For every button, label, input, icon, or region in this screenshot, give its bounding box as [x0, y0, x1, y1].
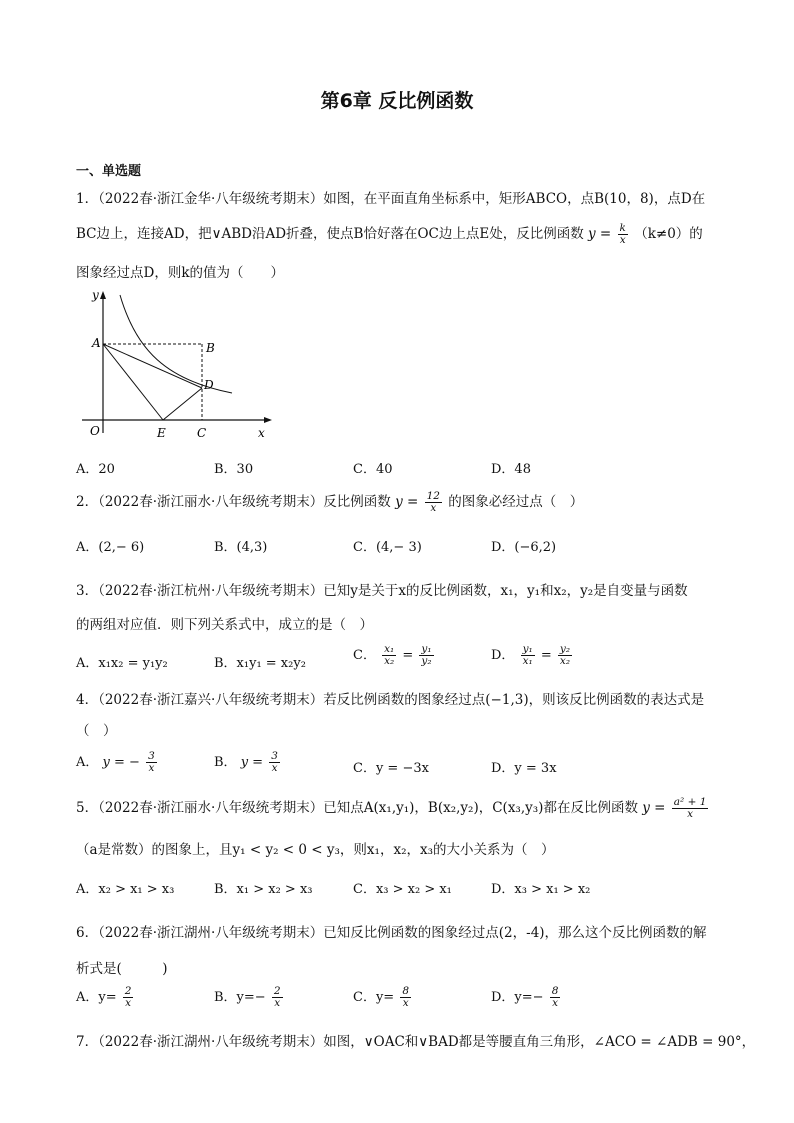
- q3-option-c-label: C．: [353, 648, 376, 664]
- q3-c-frac2: [419, 644, 433, 667]
- segment-ae: [103, 344, 163, 420]
- q5-line1-text: 5．（2022春·浙江丽水·八年级统考期末）已知点A(x₁,y₁)，B(x₂,y₂)，C(x₃,y₃)都在反比例函数: [76, 800, 638, 816]
- q5-line2: （a是常数）的图象上，且y₁ < y₂ < 0 < y₃，则x₁，x₂，x₃的大小关系为（ ）: [76, 842, 555, 858]
- label-e: E: [157, 426, 166, 440]
- q4-b-den: x: [271, 762, 278, 775]
- q3-line2: 的两组对应值．则下列关系式中，成立的是（ ）: [76, 617, 373, 633]
- q5-line1: [76, 796, 710, 820]
- q3-d-frac2: [558, 644, 572, 667]
- q7-line1: 7．（2022春·浙江湖州·八年级统考期末）如图，∨OAC和∨BAD都是等腰直角三角形，∠ACO = ∠ADB = 90°，: [76, 1034, 756, 1050]
- q2-stem: [76, 490, 583, 514]
- q5-option-c[interactable]: C．x₃ > x₂ > x₁: [353, 882, 452, 897]
- q4-option-a[interactable]: [76, 751, 159, 774]
- q6-c-den: x: [402, 997, 409, 1010]
- q3-d-n1: y₁: [522, 643, 533, 655]
- q3-c-eq: =: [402, 648, 414, 664]
- q6-d-frac: [550, 986, 561, 1009]
- q6-option-a-label: A．y=: [76, 990, 117, 1006]
- q3-option-b[interactable]: B．x₁y₁ = x₂y₂: [214, 656, 306, 671]
- q4-a-den: x: [148, 762, 155, 775]
- q3-d-n2: y₂: [559, 643, 571, 655]
- q4-b-frac: [269, 751, 280, 774]
- q1-option-d[interactable]: D．48: [491, 462, 531, 477]
- q3-line1: 3．（2022春·浙江杭州·八年级统考期末）已知y是关于x的反比例函数，x₁，y₁和x₂，y₂是自变量与函数: [76, 583, 688, 599]
- q1-fraction-den: x: [619, 234, 626, 246]
- q2-text-a: 2．（2022春·浙江丽水·八年级统考期末）反比例函数: [76, 494, 391, 510]
- q5-fraction: [672, 797, 709, 820]
- q1-line2-text-b: （k≠0）的: [634, 226, 703, 242]
- q4-line1: 4．（2022春·浙江嘉兴·八年级统考期末）若反比例函数的图象经过点(−1,3)，则该反比例函数的表达式是: [76, 692, 705, 708]
- q4-option-b[interactable]: [214, 751, 282, 774]
- q6-c-frac: [400, 986, 411, 1009]
- q2-option-b[interactable]: B．(4,3): [214, 540, 268, 555]
- q6-option-b[interactable]: [214, 986, 285, 1009]
- q3-option-a[interactable]: A．x₁x₂ = y₁y₂: [76, 656, 168, 671]
- label-o: O: [90, 424, 100, 438]
- q1-line3: 图象经过点D，则k的值为（ ）: [76, 265, 285, 281]
- q3-d-frac1: [521, 644, 535, 667]
- q2-fraction-den: x: [430, 502, 437, 514]
- label-x: x: [258, 426, 265, 440]
- x-axis-arrow: [264, 417, 272, 423]
- q4-option-b-label: B．: [214, 755, 237, 771]
- q1-function-y: y =: [588, 226, 612, 242]
- q5-option-d[interactable]: D．x₃ > x₁ > x₂: [491, 882, 591, 897]
- q6-d-den: x: [552, 997, 558, 1010]
- q3-c-frac1: [382, 644, 396, 667]
- q5-function-y: y =: [642, 800, 666, 816]
- y-axis-arrow: [100, 291, 106, 299]
- segment-ad: [103, 344, 202, 388]
- q4-option-d[interactable]: D．y = 3x: [491, 761, 557, 776]
- label-d: D: [204, 378, 214, 392]
- q3-c-d1: x₂: [384, 655, 395, 668]
- q5-option-b[interactable]: B．x₁ > x₂ > x₃: [214, 882, 313, 897]
- section-heading: 一、单选题: [76, 164, 142, 179]
- q3-option-d-label: D．: [491, 648, 515, 664]
- q6-option-a[interactable]: [76, 986, 135, 1009]
- page-title: 第6章 反比例函数: [320, 90, 474, 112]
- q1-line1: 1．（2022春·浙江金华·八年级统考期末）如图，在平面直角坐标系中，矩形ABCO，点B(10，8)，点D在: [76, 191, 706, 207]
- q3-c-d2: y₂: [421, 655, 432, 668]
- q6-a-num: 2: [124, 985, 132, 997]
- q6-b-frac: [272, 986, 283, 1009]
- q5-fraction-num: a² + 1: [673, 795, 707, 808]
- q1-line2-text-a: BC边上，连接AD，把∨ABD沿AD折叠，使点B恰好落在OC边上点E处，反比例函数: [76, 226, 584, 242]
- q2-function-y: y =: [395, 494, 419, 510]
- q2-fraction: [425, 491, 442, 514]
- q3-c-n1: x₁: [384, 643, 395, 655]
- q1-fraction-num: k: [619, 221, 626, 234]
- q1-fraction: [618, 223, 628, 246]
- q1-figure: [76, 285, 276, 445]
- q2-fraction-num: 12: [426, 489, 440, 502]
- q6-b-den: x: [274, 997, 281, 1010]
- q1-line2: [76, 222, 703, 246]
- q5-fraction-den: x: [687, 808, 694, 820]
- q2-option-c[interactable]: C．(4,− 3): [353, 540, 422, 555]
- q3-d-d1: x₁: [522, 655, 533, 668]
- q4-option-a-label: A．: [76, 755, 99, 771]
- q3-option-c[interactable]: [353, 644, 436, 667]
- q6-option-d[interactable]: [491, 986, 562, 1009]
- q5-option-a[interactable]: A．x₂ > x₁ > x₃: [76, 882, 175, 897]
- q3-d-eq: =: [540, 648, 552, 664]
- q6-line1: 6．（2022春·浙江湖州·八年级统考期末）已知反比例函数的图象经过点(2，-4)，那么这个反比例函数的解: [76, 925, 707, 941]
- label-c: C: [197, 426, 207, 440]
- label-a: A: [92, 336, 101, 350]
- label-y: y: [92, 288, 99, 302]
- q4-line2: （ ）: [76, 723, 117, 739]
- q2-text-b: 的图象必经过点（ ）: [448, 494, 584, 510]
- q6-a-den: x: [125, 997, 132, 1010]
- q6-a-frac: [123, 986, 134, 1009]
- q4-b-y: y =: [240, 755, 264, 771]
- q6-b-num: 2: [273, 985, 281, 997]
- q3-d-d2: x₂: [559, 655, 571, 668]
- q3-c-n2: y₁: [421, 643, 432, 655]
- q4-b-num: 3: [271, 750, 278, 762]
- q1-option-c[interactable]: C．40: [353, 462, 393, 477]
- q6-d-num: 8: [551, 985, 559, 997]
- segment-ed: [163, 388, 202, 420]
- q6-option-b-label: B．y=−: [214, 990, 266, 1006]
- q4-a-y: y = −: [102, 755, 140, 771]
- label-b: B: [206, 341, 215, 355]
- q6-line2: 析式是( ): [76, 961, 168, 977]
- q6-option-c-label: C．y=: [353, 990, 395, 1006]
- q4-a-frac: [146, 751, 157, 774]
- q3-option-d[interactable]: [491, 644, 574, 667]
- q2-option-d[interactable]: D．(−6,2): [491, 540, 557, 555]
- q4-option-c[interactable]: C．y = −3x: [353, 761, 429, 776]
- q6-c-num: 8: [402, 985, 410, 997]
- q2-option-a[interactable]: A．(2,− 6): [76, 540, 145, 555]
- q6-option-c[interactable]: [353, 986, 413, 1009]
- q1-option-a[interactable]: A．20: [76, 462, 115, 477]
- q4-a-num: 3: [148, 750, 155, 762]
- q6-option-d-label: D．y=−: [491, 990, 544, 1006]
- q1-option-b[interactable]: B．30: [214, 462, 254, 477]
